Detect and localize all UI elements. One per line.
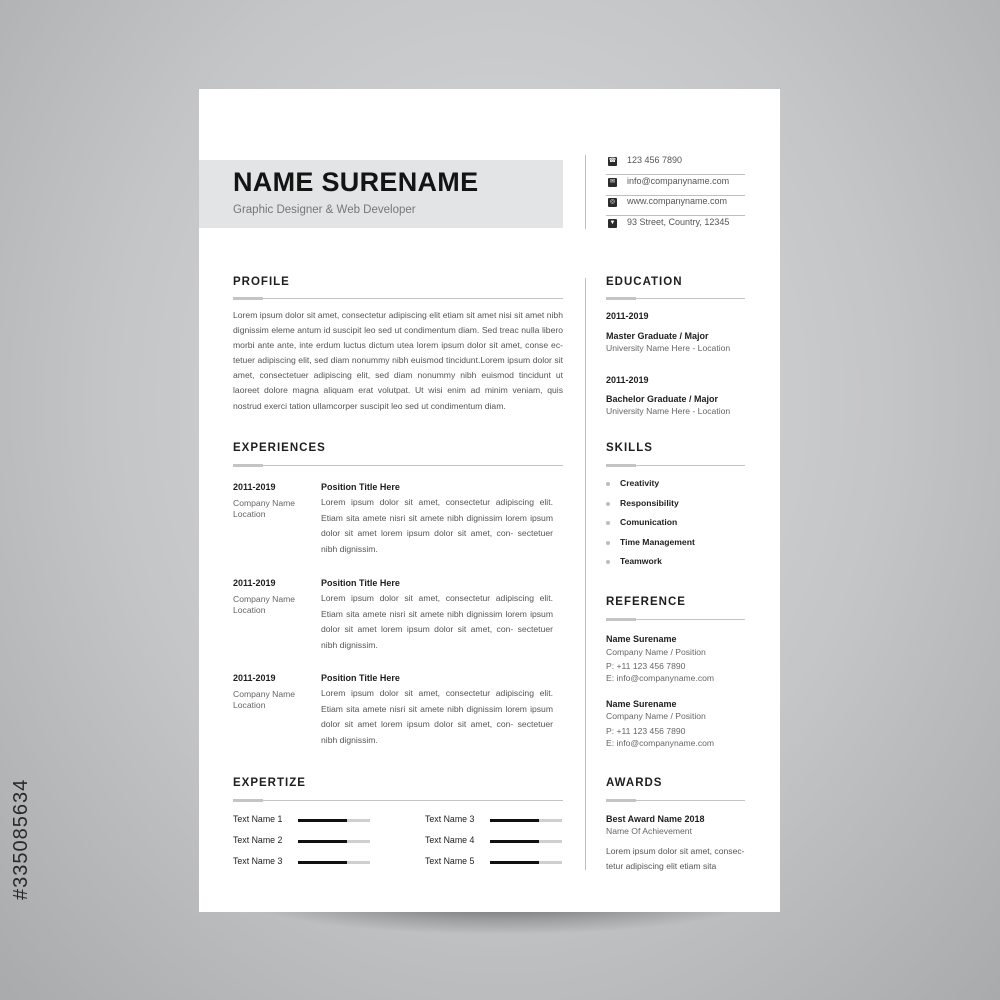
experience-position: Position Title Here bbox=[321, 673, 400, 683]
skill-item: Time Management bbox=[620, 537, 695, 547]
experience-location: Location bbox=[233, 700, 266, 710]
reference-name: Name Surename bbox=[606, 634, 677, 644]
expertize-bar bbox=[298, 819, 370, 822]
profile-title: PROFILE bbox=[233, 276, 290, 288]
experience-company: Company Name bbox=[233, 498, 296, 508]
education-title: EDUCATION bbox=[606, 276, 683, 288]
mail-icon: ✉ bbox=[609, 179, 616, 185]
experience-position: Position Title Here bbox=[321, 482, 400, 492]
skill-bullet-icon bbox=[606, 541, 610, 545]
experience-years: 2011-2019 bbox=[233, 578, 276, 588]
reference-company: Company Name / Position bbox=[606, 711, 706, 721]
experience-description: Lorem ipsum dolor sit amet, consectetur adipiscing elit. Etiam sita amete nisri sit amete nibh dignissim lorem ipsum dolor sit amet lorem ipsum dolor sit amet, con- sectetuer nibh dignissim. bbox=[321, 497, 553, 554]
profile-text: Lorem ipsum dolor sit amet, consectetur adipiscing elit etiam sit amet nisi sit amet nibh dignissim eleme antum id suscipit leo sed ut condimentum diam. Sed treac nulla libero morbi ante ante, inte erdum luctus dictum utea lorem ipsum dolor sit amet, conse ec- tetuer adipiscing elit, sed diam nonummy nibh euismod tincidunt.Lorem ipsum dolor sit amet, consectetuer adipiscing elit, sed diam nonummy nibh euismod tincidunt ut laoreet dolore magna aliquam erat volutpat. Ut wisi enim ad minim veniam, quis nostrud exerci tation ullamcorper suscipit leo sed ut condimentum diam. bbox=[233, 310, 563, 411]
globe-icon: ◎ bbox=[609, 199, 616, 205]
reference-email: E: info@companyname.com bbox=[606, 738, 715, 748]
skills-title: SKILLS bbox=[606, 442, 653, 454]
reference-phone: P: +11 123 456 7890 bbox=[606, 661, 686, 671]
education-degree: Bachelor Graduate / Major bbox=[606, 394, 719, 404]
expertize-label: Text Name 3 bbox=[233, 856, 283, 866]
education-rule bbox=[606, 298, 745, 299]
contact-email bbox=[606, 175, 745, 196]
skill-item: Comunication bbox=[620, 517, 678, 527]
skill-bullet-icon bbox=[606, 502, 610, 506]
resume-page bbox=[199, 89, 780, 912]
header-divider bbox=[585, 155, 586, 229]
expertize-label: Text Name 5 bbox=[425, 856, 475, 866]
expertize-rule bbox=[233, 800, 563, 801]
profile-rule bbox=[233, 298, 563, 299]
education-years: 2011-2019 bbox=[606, 311, 649, 321]
education-degree: Master Graduate / Major bbox=[606, 331, 709, 341]
skill-bullet-icon bbox=[606, 521, 610, 525]
watermark-code: #335085634 bbox=[10, 778, 32, 900]
column-divider bbox=[585, 278, 586, 870]
awards-rule bbox=[606, 800, 745, 801]
experiences-title: EXPERIENCES bbox=[233, 442, 326, 454]
award-subtitle: Name Of Achievement bbox=[606, 826, 692, 836]
skill-bullet-icon bbox=[606, 482, 610, 486]
reference-name: Name Surename bbox=[606, 699, 677, 709]
award-name: Best Award Name 2018 bbox=[606, 814, 705, 824]
contact-phone bbox=[606, 154, 745, 175]
contact-website-text: www.companyname.com bbox=[627, 196, 728, 206]
skill-item: Teamwork bbox=[620, 556, 662, 566]
expertize-title: EXPERTIZE bbox=[233, 777, 306, 789]
experience-company: Company Name bbox=[233, 689, 296, 699]
experience-description: Lorem ipsum dolor sit amet, consectetur adipiscing elit. Etiam sita amete nisri sit amete nibh dignissim lorem ipsum dolor sit amet lorem ipsum dolor sit amet, con- sectetuer nibh dignissim. bbox=[321, 593, 553, 650]
expertize-bar bbox=[298, 861, 370, 864]
education-school: University Name Here - Location bbox=[606, 406, 731, 416]
contact-address bbox=[606, 216, 745, 236]
skill-item: Responsibility bbox=[620, 498, 679, 508]
experience-years: 2011-2019 bbox=[233, 482, 276, 492]
expertize-bar bbox=[490, 819, 562, 822]
contact-email-text: info@companyname.com bbox=[627, 176, 730, 186]
reference-company: Company Name / Position bbox=[606, 647, 706, 657]
resume-name: NAME SURENAME bbox=[233, 167, 479, 197]
experience-position: Position Title Here bbox=[321, 578, 400, 588]
phone-icon: ☎ bbox=[608, 158, 617, 164]
contact-address-text: 93 Street, Country, 12345 bbox=[627, 217, 730, 227]
experience-company: Company Name bbox=[233, 594, 296, 604]
expertize-bar bbox=[490, 861, 562, 864]
awards-title: AWARDS bbox=[606, 777, 663, 789]
experience-years: 2011-2019 bbox=[233, 673, 276, 683]
education-school: University Name Here - Location bbox=[606, 343, 731, 353]
contact-phone-text: 123 456 7890 bbox=[627, 155, 683, 165]
location-pin-icon: ▼ bbox=[609, 220, 616, 226]
expertize-label: Text Name 2 bbox=[233, 835, 283, 845]
reference-email: E: info@companyname.com bbox=[606, 673, 715, 683]
expertize-label: Text Name 1 bbox=[233, 814, 283, 824]
experiences-rule bbox=[233, 465, 563, 466]
award-description: Lorem ipsum dolor sit amet, consec- tetur adipiscing elit etiam sita bbox=[606, 846, 745, 872]
skills-rule bbox=[606, 465, 745, 466]
expertize-label: Text Name 4 bbox=[425, 835, 475, 845]
resume-role: Graphic Designer & Web Developer bbox=[233, 204, 416, 216]
skill-bullet-icon bbox=[606, 560, 610, 564]
reference-rule bbox=[606, 619, 745, 620]
expertize-label: Text Name 3 bbox=[425, 814, 475, 824]
education-years: 2011-2019 bbox=[606, 375, 649, 385]
experience-location: Location bbox=[233, 605, 266, 615]
skill-item: Creativity bbox=[620, 478, 660, 488]
expertize-bar bbox=[298, 840, 370, 843]
experience-description: Lorem ipsum dolor sit amet, consectetur adipiscing elit. Etiam sita amete nisri sit amete nibh dignissim lorem ipsum dolor sit amet lorem ipsum dolor sit amet, con- sectetuer nibh dignissim. bbox=[321, 688, 553, 745]
reference-phone: P: +11 123 456 7890 bbox=[606, 726, 686, 736]
experience-location: Location bbox=[233, 509, 266, 519]
contact-website bbox=[606, 195, 745, 216]
expertize-bar bbox=[490, 840, 562, 843]
reference-title: REFERENCE bbox=[606, 596, 686, 608]
